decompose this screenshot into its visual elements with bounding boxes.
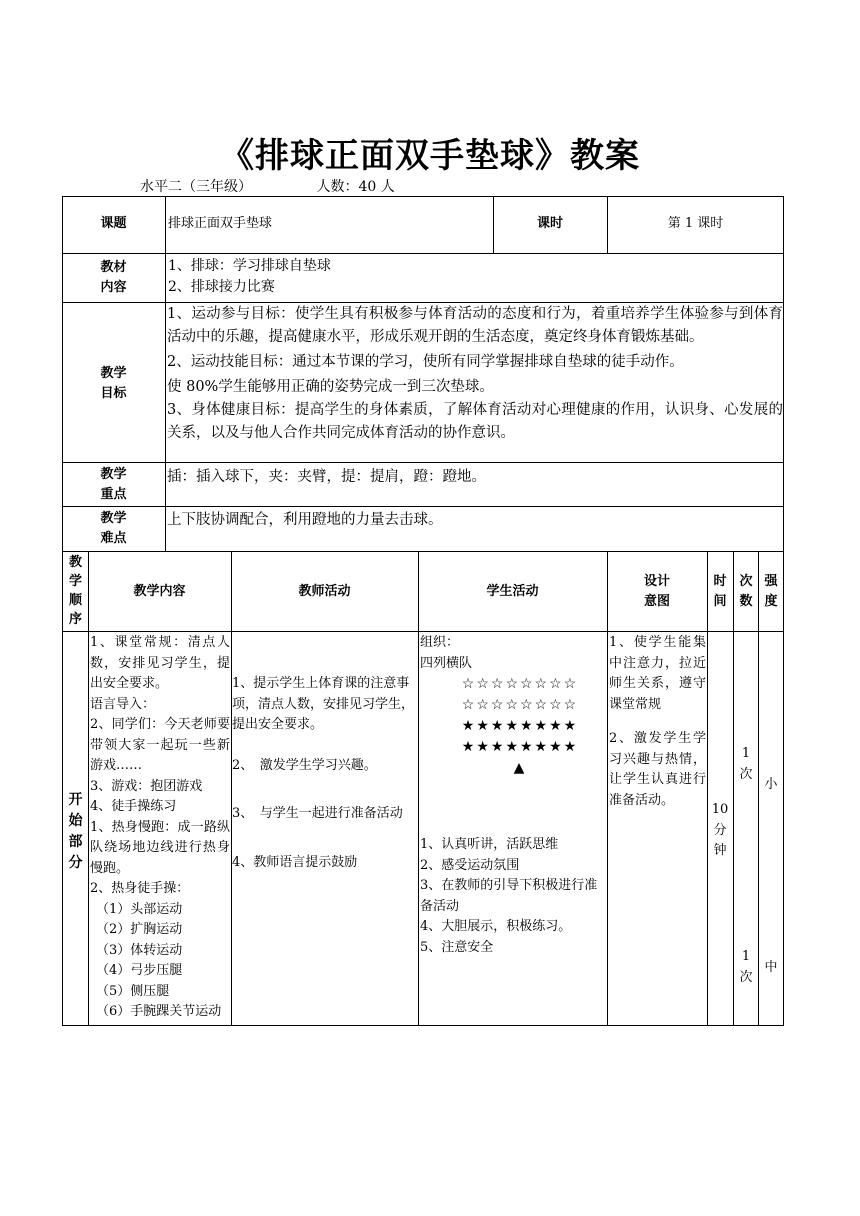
header-design-line2: 意图 — [643, 594, 670, 609]
formation-row: ★★★★★★★★ — [461, 718, 579, 734]
content-item: （2）扩胸运动 — [96, 922, 183, 937]
hours-value: 第 1 课时 — [667, 216, 724, 231]
topic-value: 排球正面双手垫球 — [168, 216, 273, 231]
header-design-line1: 设计 — [643, 574, 670, 589]
material-item: 2、排球接力比赛 — [168, 279, 275, 295]
student-item: 3、在教师的引导下积极进行准备活动 — [420, 878, 598, 914]
material-item: 1、排球：学习排球自垫球 — [168, 258, 331, 274]
teacher-item: 4、教师语言提示鼓励 — [232, 854, 358, 870]
teacher-item: 3、 与学生一起进行准备活动 — [232, 806, 403, 821]
teacher-marker: ▲ — [513, 760, 527, 776]
content-item: 1、热身慢跑：成一路纵队绕场地边线进行热身慢跑。 — [90, 819, 230, 876]
difficulty-value: 上下肢协调配合，利用蹬地的力量去击球。 — [167, 512, 443, 528]
section-design — [609, 633, 706, 811]
key-label — [62, 465, 165, 505]
section-teacher — [232, 674, 417, 873]
material-label-line2: 内容 — [100, 280, 127, 295]
hours-label: 课时 — [536, 216, 563, 231]
student-item: 1、认真听讲，活跃思维 — [420, 837, 559, 852]
student-org-value: 四列横队 — [420, 655, 473, 671]
header-time: 时间 — [713, 574, 727, 609]
section-content — [90, 633, 230, 1023]
section-time: 10 分钟 — [711, 802, 729, 858]
formation-row: ★★★★★★★★ — [461, 739, 579, 755]
header-times: 次数 — [739, 574, 753, 609]
content-item: 4、徒手操练习 — [90, 799, 177, 814]
key-value: 插：插入球下，夹：夹臂，提：提肩，蹬：蹬地。 — [167, 469, 486, 485]
header-design — [607, 572, 707, 612]
section-times-2: 1 次 — [739, 949, 753, 985]
student-item: 2、感受运动氛围 — [420, 857, 520, 873]
material-list — [168, 256, 780, 298]
material-label-line1: 教材 — [100, 260, 127, 275]
header-order: 教学顺序 — [68, 555, 82, 627]
teacher-item: 2、 激发学生学习兴趣。 — [232, 757, 377, 773]
student-item: 4、大胆展示，积极练习。 — [420, 919, 572, 934]
topic-label: 课题 — [100, 216, 127, 231]
goals-label-line2: 目标 — [100, 386, 127, 401]
header-student: 学生活动 — [486, 584, 539, 599]
header-teacher: 教师活动 — [298, 584, 351, 599]
formation-row: ☆☆☆☆☆☆☆☆ — [461, 697, 579, 713]
section-intensity-1: 小 — [764, 777, 778, 792]
content-item: 2、热身徒手操： — [90, 881, 190, 896]
section-student — [420, 633, 606, 958]
grade-level: 水平二（三年级） — [140, 179, 252, 195]
content-item: （3）体转运动 — [96, 942, 183, 958]
content-item: （6）手腕踝关节运动 — [96, 1004, 222, 1019]
content-item: （5）侧压腿 — [96, 983, 170, 999]
difficulty-label-line1: 教学 — [100, 511, 127, 526]
key-label-line2: 重点 — [100, 487, 127, 502]
content-item: （4）弓步压腿 — [96, 963, 183, 978]
section-intensity-2: 中 — [764, 960, 778, 975]
document-title: 《排球正面双手垫球》教案 — [220, 136, 640, 176]
material-label — [62, 258, 165, 298]
content-item: 语言导入： — [90, 696, 156, 712]
formation — [420, 674, 606, 779]
goals-text — [167, 303, 783, 445]
student-count: 人数：40 人 — [316, 179, 395, 195]
difficulty-label-line2: 难点 — [100, 531, 127, 546]
section-times-1: 1 次 — [739, 746, 753, 782]
content-item: 2、同学们：今天老师要带领大家一起玩一些新游戏…… — [90, 717, 230, 773]
goal-health: 3、身体健康目标：提高学生的身体素质，了解体育活动对心理健康的作用，认识身、心发展的关系，以及与他人合作共同完成体育活动的协作意识。 — [167, 402, 783, 441]
content-item: 1、课堂常规：清点人数，安排见习学生，提出安全要求。 — [90, 635, 230, 691]
section-name: 开始部分 — [68, 792, 83, 871]
goal-skill-detail: 使 80%学生能够用正确的姿势完成一到三次垫球。 — [167, 379, 494, 395]
student-org-label: 组织： — [420, 635, 460, 650]
goal-skill: 2、运动技能目标：通过本节课的学习，使所有同学掌握排球自垫球的徒手动作。 — [167, 354, 684, 370]
teacher-item: 1、提示学生上体育课的注意事项，清点人数，安排见习学生，提出安全要求。 — [232, 676, 415, 732]
key-label-line1: 教学 — [100, 467, 127, 482]
design-item: 2、激发学生学习兴趣与热情，让学生认真进行准备活动。 — [609, 731, 706, 808]
lesson-meta — [140, 176, 455, 196]
header-content: 教学内容 — [133, 584, 186, 599]
design-item: 1、使学生能集中注意力，拉近师生关系，遵守课堂常规 — [609, 635, 706, 712]
header-intensity: 强度 — [764, 574, 778, 609]
goal-participation: 1、运动参与目标：使学生具有积极参与体育活动的态度和行为，着重培养学生体验参与到体育活动中的乐趣，提高健康水平，形成乐观开朗的生活态度，奠定终身体育锻炼基础。 — [167, 306, 783, 345]
difficulty-label — [62, 509, 165, 549]
student-item: 5、注意安全 — [420, 939, 494, 955]
goals-label-line1: 教学 — [100, 366, 127, 381]
goals-label — [62, 364, 165, 404]
formation-row: ☆☆☆☆☆☆☆☆ — [461, 676, 579, 692]
content-item: 3、游戏：抱团游戏 — [90, 778, 203, 794]
content-item: （1）头部运动 — [96, 901, 183, 917]
